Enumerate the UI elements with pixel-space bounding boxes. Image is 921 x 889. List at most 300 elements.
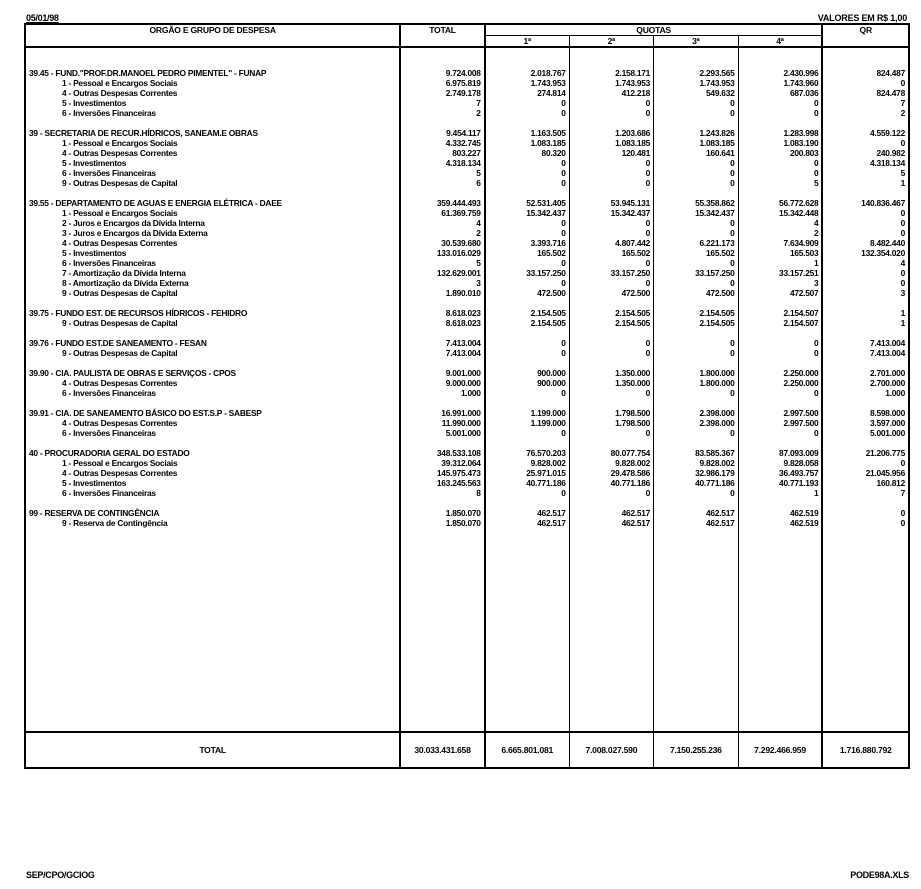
org-row-label: 39.75 - FUNDO EST. DE RECURSOS HÍDRICOS - FEHIDRO bbox=[25, 308, 400, 318]
quota-2-value: 1.083.185 bbox=[569, 138, 653, 148]
quota-1-value: 33.157.250 bbox=[485, 268, 569, 278]
total-value: 145.975.473 bbox=[400, 468, 484, 478]
spacer-cell bbox=[738, 118, 822, 128]
quota-2-value: 0 bbox=[569, 488, 653, 498]
quota-4-value: 4 bbox=[738, 218, 822, 228]
quota-4-value: 2.430.996 bbox=[738, 68, 822, 78]
spacer-cell bbox=[569, 47, 653, 58]
spacer-cell bbox=[25, 58, 400, 68]
spacer-cell bbox=[25, 528, 400, 732]
quota-4-value: 1.283.998 bbox=[738, 128, 822, 138]
spacer-row bbox=[25, 188, 909, 198]
total-value: 8.618.023 bbox=[400, 318, 484, 328]
expense-row-label: 5 - Investimentos bbox=[25, 98, 400, 108]
header-qr: QR bbox=[822, 24, 909, 47]
total-value: 39.312.064 bbox=[400, 458, 484, 468]
qr-value: 824.487 bbox=[822, 68, 909, 78]
quota-3-value: 2.293.565 bbox=[654, 68, 738, 78]
expense-row bbox=[25, 78, 909, 88]
expense-row-label: 6 - Inversões Financeiras bbox=[25, 428, 400, 438]
expense-row bbox=[25, 488, 909, 498]
header-quota-3: 3ª bbox=[654, 36, 738, 48]
spacer-cell bbox=[738, 328, 822, 338]
quota-1-value: 0 bbox=[485, 488, 569, 498]
quota-3-value: 0 bbox=[654, 278, 738, 288]
spacer-cell bbox=[569, 498, 653, 508]
quota-4-value: 1 bbox=[738, 258, 822, 268]
org-row-label: 40 - PROCURADORIA GERAL DO ESTADO bbox=[25, 448, 400, 458]
quota-2-value: 33.157.250 bbox=[569, 268, 653, 278]
quota-3-value: 472.500 bbox=[654, 288, 738, 298]
expense-row bbox=[25, 238, 909, 248]
spacer-cell bbox=[400, 358, 484, 368]
spacer-cell bbox=[400, 118, 484, 128]
grand-total-row-label: TOTAL bbox=[25, 732, 400, 768]
spacer-cell bbox=[400, 398, 484, 408]
total-value: 163.245.563 bbox=[400, 478, 484, 488]
quota-1-value: 1.743.953 bbox=[485, 78, 569, 88]
quota-4-value: 0 bbox=[738, 428, 822, 438]
quota-3-value: 33.157.250 bbox=[654, 268, 738, 278]
quota-3-value: 462.517 bbox=[654, 518, 738, 528]
quota-4-value: 2.250.000 bbox=[738, 378, 822, 388]
expense-row-label: 6 - Inversões Financeiras bbox=[25, 108, 400, 118]
quota-1-value: 1.199.000 bbox=[485, 418, 569, 428]
quota-3-value: 83.585.367 bbox=[654, 448, 738, 458]
qr-value: 2.701.000 bbox=[822, 368, 909, 378]
header-total: TOTAL bbox=[400, 24, 484, 47]
spacer-cell bbox=[822, 528, 909, 732]
spacer-cell bbox=[25, 47, 400, 58]
quota-1-value: 6.665.801.081 bbox=[485, 732, 569, 768]
org-row bbox=[25, 68, 909, 78]
quota-3-value: 32.986.179 bbox=[654, 468, 738, 478]
expense-row-label: 4 - Outras Despesas Correntes bbox=[25, 238, 400, 248]
quota-4-value: 0 bbox=[738, 168, 822, 178]
quota-2-value: 40.771.186 bbox=[569, 478, 653, 488]
quota-1-value: 15.342.437 bbox=[485, 208, 569, 218]
qr-value: 0 bbox=[822, 218, 909, 228]
spacer-row bbox=[25, 438, 909, 448]
quota-3-value: 0 bbox=[654, 158, 738, 168]
expense-row-label: 5 - Investimentos bbox=[25, 158, 400, 168]
quota-4-value: 687.036 bbox=[738, 88, 822, 98]
footer-filename: PODE98A.XLS bbox=[850, 870, 909, 880]
quota-3-value: 0 bbox=[654, 428, 738, 438]
total-value: 5 bbox=[400, 258, 484, 268]
spacer-row bbox=[25, 118, 909, 128]
quota-4-value: 2.154.507 bbox=[738, 318, 822, 328]
quota-3-value: 1.743.953 bbox=[654, 78, 738, 88]
quota-4-value: 2.997.500 bbox=[738, 408, 822, 418]
spacer-cell bbox=[738, 188, 822, 198]
expense-row-label: 1 - Pessoal e Encargos Sociais bbox=[25, 78, 400, 88]
qr-value: 7 bbox=[822, 98, 909, 108]
spacer-cell bbox=[400, 58, 484, 68]
quota-2-value: 0 bbox=[569, 258, 653, 268]
units-note: VALORES EM R$ 1,00 bbox=[817, 13, 907, 23]
total-value: 61.369.759 bbox=[400, 208, 484, 218]
expense-row bbox=[25, 258, 909, 268]
quota-4-value: 1 bbox=[738, 488, 822, 498]
quota-4-value: 15.342.448 bbox=[738, 208, 822, 218]
qr-value: 140.836.467 bbox=[822, 198, 909, 208]
quota-3-value: 55.358.862 bbox=[654, 198, 738, 208]
qr-value: 1 bbox=[822, 178, 909, 188]
spacer-cell bbox=[738, 498, 822, 508]
quota-1-value: 472.500 bbox=[485, 288, 569, 298]
total-value: 30.033.431.658 bbox=[400, 732, 484, 768]
expense-row bbox=[25, 318, 909, 328]
qr-value: 0 bbox=[822, 278, 909, 288]
quota-3-value: 0 bbox=[654, 178, 738, 188]
header-quota-1: 1ª bbox=[485, 36, 569, 48]
quota-4-value: 2 bbox=[738, 228, 822, 238]
org-row-label: 39.91 - CIA. DE SANEAMENTO BÁSICO DO EST.S.P - SABESP bbox=[25, 408, 400, 418]
expense-row-label: 6 - Inversões Financeiras bbox=[25, 488, 400, 498]
spacer-cell bbox=[738, 358, 822, 368]
quota-2-value: 0 bbox=[569, 338, 653, 348]
qr-value: 4.559.122 bbox=[822, 128, 909, 138]
qr-value: 21.206.775 bbox=[822, 448, 909, 458]
quota-2-value: 0 bbox=[569, 388, 653, 398]
quota-4-value: 1.743.960 bbox=[738, 78, 822, 88]
quota-3-value: 0 bbox=[654, 338, 738, 348]
quota-4-value: 40.771.193 bbox=[738, 478, 822, 488]
quota-1-value: 1.083.185 bbox=[485, 138, 569, 148]
qr-value: 7.413.004 bbox=[822, 348, 909, 358]
qr-value: 21.045.956 bbox=[822, 468, 909, 478]
expense-row-label: 8 - Amortização da Dívida Externa bbox=[25, 278, 400, 288]
org-row bbox=[25, 508, 909, 518]
spacer-row bbox=[25, 58, 909, 68]
total-value: 359.444.493 bbox=[400, 198, 484, 208]
quota-2-value: 1.350.000 bbox=[569, 378, 653, 388]
expense-row bbox=[25, 468, 909, 478]
spacer-cell bbox=[569, 298, 653, 308]
spacer-cell bbox=[400, 528, 484, 732]
quota-4-value: 7.634.909 bbox=[738, 238, 822, 248]
expense-row bbox=[25, 88, 909, 98]
org-row bbox=[25, 198, 909, 208]
spacer-cell bbox=[654, 398, 738, 408]
expense-row-label: 4 - Outras Despesas Correntes bbox=[25, 378, 400, 388]
quota-2-value: 0 bbox=[569, 158, 653, 168]
qr-value: 8.598.000 bbox=[822, 408, 909, 418]
quota-3-value: 2.398.000 bbox=[654, 418, 738, 428]
expense-row-label: 9 - Outras Despesas de Capital bbox=[25, 288, 400, 298]
expense-row bbox=[25, 348, 909, 358]
spacer-cell bbox=[822, 438, 909, 448]
spacer-cell bbox=[654, 358, 738, 368]
org-row-label: 99 - RESERVA DE CONTINGÊNCIA bbox=[25, 508, 400, 518]
quota-4-value: 2.250.000 bbox=[738, 368, 822, 378]
total-value: 9.724.008 bbox=[400, 68, 484, 78]
spacer-cell bbox=[822, 58, 909, 68]
spacer-row bbox=[25, 358, 909, 368]
expense-row bbox=[25, 218, 909, 228]
total-value: 4.332.745 bbox=[400, 138, 484, 148]
spacer-cell bbox=[654, 47, 738, 58]
spacer-cell bbox=[738, 58, 822, 68]
spacer-cell bbox=[25, 298, 400, 308]
spacer-cell bbox=[25, 498, 400, 508]
org-row-label: 39.45 - FUND."PROF.DR.MANOEL PEDRO PIMENTEL" - FUNAP bbox=[25, 68, 400, 78]
quota-2-value: 53.945.131 bbox=[569, 198, 653, 208]
total-value: 1.850.070 bbox=[400, 508, 484, 518]
org-row bbox=[25, 128, 909, 138]
spacer-cell bbox=[738, 438, 822, 448]
spacer-row bbox=[25, 298, 909, 308]
quota-1-value: 9.828.002 bbox=[485, 458, 569, 468]
qr-value: 5 bbox=[822, 168, 909, 178]
quota-1-value: 0 bbox=[485, 388, 569, 398]
quota-2-value: 0 bbox=[569, 178, 653, 188]
spacer-cell bbox=[738, 47, 822, 58]
spacer-cell bbox=[569, 118, 653, 128]
total-value: 3 bbox=[400, 278, 484, 288]
org-row-label: 39.76 - FUNDO EST.DE SANEAMENTO - FESAN bbox=[25, 338, 400, 348]
quota-2-value: 1.203.686 bbox=[569, 128, 653, 138]
qr-value: 7 bbox=[822, 488, 909, 498]
quota-2-value: 472.500 bbox=[569, 288, 653, 298]
quota-1-value: 1.199.000 bbox=[485, 408, 569, 418]
spacer-cell bbox=[400, 188, 484, 198]
quota-2-value: 1.798.500 bbox=[569, 418, 653, 428]
spacer-row bbox=[25, 498, 909, 508]
qr-value: 1.000 bbox=[822, 388, 909, 398]
spacer-cell bbox=[485, 398, 569, 408]
quota-3-value: 2.398.000 bbox=[654, 408, 738, 418]
quota-1-value: 52.531.405 bbox=[485, 198, 569, 208]
spacer-cell bbox=[654, 328, 738, 338]
spacer-row bbox=[25, 47, 909, 58]
quota-1-value: 0 bbox=[485, 338, 569, 348]
spacer-cell bbox=[654, 438, 738, 448]
quota-2-value: 1.350.000 bbox=[569, 368, 653, 378]
spacer-cell bbox=[654, 528, 738, 732]
org-row bbox=[25, 338, 909, 348]
qr-value: 4 bbox=[822, 258, 909, 268]
qr-value: 0 bbox=[822, 208, 909, 218]
spacer-cell bbox=[485, 58, 569, 68]
quota-3-value: 0 bbox=[654, 348, 738, 358]
quota-1-value: 0 bbox=[485, 258, 569, 268]
quota-1-value: 2.154.505 bbox=[485, 318, 569, 328]
qr-value: 824.478 bbox=[822, 88, 909, 98]
quota-1-value: 900.000 bbox=[485, 378, 569, 388]
quota-1-value: 40.771.186 bbox=[485, 478, 569, 488]
quota-1-value: 165.502 bbox=[485, 248, 569, 258]
spacer-cell bbox=[822, 188, 909, 198]
spacer-cell bbox=[25, 398, 400, 408]
total-value: 9.454.117 bbox=[400, 128, 484, 138]
quota-1-value: 0 bbox=[485, 98, 569, 108]
quota-3-value: 0 bbox=[654, 388, 738, 398]
total-value: 133.016.029 bbox=[400, 248, 484, 258]
qr-value: 0 bbox=[822, 138, 909, 148]
spacer-cell bbox=[654, 298, 738, 308]
expense-row bbox=[25, 228, 909, 238]
quota-3-value: 6.221.173 bbox=[654, 238, 738, 248]
total-value: 9.001.000 bbox=[400, 368, 484, 378]
quota-1-value: 0 bbox=[485, 428, 569, 438]
expense-row bbox=[25, 478, 909, 488]
qr-value: 1.716.880.792 bbox=[822, 732, 909, 768]
quota-1-value: 2.154.505 bbox=[485, 308, 569, 318]
budget-table bbox=[24, 23, 910, 769]
spacer-cell bbox=[822, 47, 909, 58]
quota-2-value: 2.154.505 bbox=[569, 308, 653, 318]
expense-row bbox=[25, 388, 909, 398]
quota-3-value: 2.154.505 bbox=[654, 318, 738, 328]
spacer-cell bbox=[25, 118, 400, 128]
total-value: 348.533.108 bbox=[400, 448, 484, 458]
spacer-cell bbox=[822, 328, 909, 338]
quota-4-value: 0 bbox=[738, 348, 822, 358]
quota-4-value: 165.503 bbox=[738, 248, 822, 258]
total-value: 2.749.178 bbox=[400, 88, 484, 98]
total-value: 7.413.004 bbox=[400, 348, 484, 358]
quota-1-value: 462.517 bbox=[485, 518, 569, 528]
expense-row bbox=[25, 248, 909, 258]
expense-row-label: 2 - Juros e Encargos da Dívida Interna bbox=[25, 218, 400, 228]
quota-3-value: 7.150.255.236 bbox=[654, 732, 738, 768]
quota-2-value: 0 bbox=[569, 98, 653, 108]
quota-2-value: 0 bbox=[569, 228, 653, 238]
quota-4-value: 9.828.058 bbox=[738, 458, 822, 468]
quota-1-value: 0 bbox=[485, 218, 569, 228]
total-value: 132.629.001 bbox=[400, 268, 484, 278]
quota-3-value: 2.154.505 bbox=[654, 308, 738, 318]
expense-row-label: 6 - Inversões Financeiras bbox=[25, 388, 400, 398]
quota-3-value: 0 bbox=[654, 488, 738, 498]
quota-1-value: 0 bbox=[485, 348, 569, 358]
quota-2-value: 2.154.505 bbox=[569, 318, 653, 328]
expense-row bbox=[25, 518, 909, 528]
quota-3-value: 15.342.437 bbox=[654, 208, 738, 218]
quota-4-value: 0 bbox=[738, 98, 822, 108]
spacer-cell bbox=[485, 47, 569, 58]
quota-4-value: 0 bbox=[738, 338, 822, 348]
expense-row bbox=[25, 268, 909, 278]
spacer-cell bbox=[569, 188, 653, 198]
org-row-label: 39.55 - DEPARTAMENTO DE AGUAS E ENERGIA ELÉTRICA - DAEE bbox=[25, 198, 400, 208]
spacer-cell bbox=[400, 498, 484, 508]
total-value: 2 bbox=[400, 228, 484, 238]
spacer-cell bbox=[654, 188, 738, 198]
quota-3-value: 40.771.186 bbox=[654, 478, 738, 488]
spacer-cell bbox=[822, 118, 909, 128]
total-value: 6 bbox=[400, 178, 484, 188]
quota-1-value: 25.971.015 bbox=[485, 468, 569, 478]
qr-value: 0 bbox=[822, 268, 909, 278]
expense-row-label: 1 - Pessoal e Encargos Sociais bbox=[25, 208, 400, 218]
qr-value: 0 bbox=[822, 78, 909, 88]
expense-row bbox=[25, 178, 909, 188]
quota-3-value: 0 bbox=[654, 258, 738, 268]
spacer-cell bbox=[485, 118, 569, 128]
qr-value: 5.001.000 bbox=[822, 428, 909, 438]
qr-value: 0 bbox=[822, 518, 909, 528]
quota-2-value: 7.008.027.590 bbox=[569, 732, 653, 768]
spacer-cell bbox=[25, 358, 400, 368]
quota-1-value: 462.517 bbox=[485, 508, 569, 518]
header-description: ORGÃO E GRUPO DE DESPESA bbox=[25, 24, 400, 47]
quota-4-value: 33.157.251 bbox=[738, 268, 822, 278]
header-quotas: QUOTAS bbox=[485, 24, 823, 36]
qr-value: 3 bbox=[822, 288, 909, 298]
spacer-cell bbox=[738, 528, 822, 732]
org-row bbox=[25, 448, 909, 458]
quota-3-value: 165.502 bbox=[654, 248, 738, 258]
spacer-cell bbox=[400, 328, 484, 338]
expense-row bbox=[25, 378, 909, 388]
expense-row bbox=[25, 418, 909, 428]
expense-row-label: 9 - Reserva de Contingência bbox=[25, 518, 400, 528]
quota-4-value: 56.772.628 bbox=[738, 198, 822, 208]
spacer-cell bbox=[485, 188, 569, 198]
quota-3-value: 462.517 bbox=[654, 508, 738, 518]
quota-2-value: 0 bbox=[569, 428, 653, 438]
quota-4-value: 462.519 bbox=[738, 508, 822, 518]
qr-value: 160.812 bbox=[822, 478, 909, 488]
quota-4-value: 87.093.009 bbox=[738, 448, 822, 458]
quota-4-value: 0 bbox=[738, 108, 822, 118]
quota-2-value: 165.502 bbox=[569, 248, 653, 258]
quota-3-value: 0 bbox=[654, 98, 738, 108]
spacer-cell bbox=[400, 47, 484, 58]
footer-department: SEP/CPO/GCIOG bbox=[26, 870, 95, 880]
expense-row-label: 7 - Amortização da Dívida Interna bbox=[25, 268, 400, 278]
expense-row-label: 6 - Inversões Financeiras bbox=[25, 258, 400, 268]
total-value: 7 bbox=[400, 98, 484, 108]
quota-3-value: 1.083.185 bbox=[654, 138, 738, 148]
expense-row bbox=[25, 278, 909, 288]
spacer-cell bbox=[569, 438, 653, 448]
quota-3-value: 1.800.000 bbox=[654, 368, 738, 378]
quota-3-value: 1.243.826 bbox=[654, 128, 738, 138]
header-quota-2: 2ª bbox=[569, 36, 653, 48]
quota-4-value: 5 bbox=[738, 178, 822, 188]
spacer-cell bbox=[654, 118, 738, 128]
spacer-cell bbox=[654, 58, 738, 68]
expense-row-label: 1 - Pessoal e Encargos Sociais bbox=[25, 138, 400, 148]
expense-row bbox=[25, 458, 909, 468]
qr-value: 0 bbox=[822, 228, 909, 238]
spacer-row bbox=[25, 398, 909, 408]
spacer-row bbox=[25, 328, 909, 338]
quota-2-value: 0 bbox=[569, 348, 653, 358]
quota-2-value: 4.807.442 bbox=[569, 238, 653, 248]
expense-row bbox=[25, 428, 909, 438]
quota-3-value: 1.800.000 bbox=[654, 378, 738, 388]
qr-value: 8.482.440 bbox=[822, 238, 909, 248]
spacer-cell bbox=[654, 498, 738, 508]
expense-row-label: 9 - Outras Despesas de Capital bbox=[25, 318, 400, 328]
expense-row-label: 4 - Outras Despesas Correntes bbox=[25, 88, 400, 98]
spacer-cell bbox=[569, 398, 653, 408]
spacer-cell bbox=[822, 358, 909, 368]
quota-1-value: 0 bbox=[485, 158, 569, 168]
qr-value: 240.982 bbox=[822, 148, 909, 158]
org-row bbox=[25, 308, 909, 318]
org-row bbox=[25, 408, 909, 418]
quota-1-value: 1.163.505 bbox=[485, 128, 569, 138]
org-row bbox=[25, 368, 909, 378]
quota-3-value: 0 bbox=[654, 228, 738, 238]
expense-row-label: 5 - Investimentos bbox=[25, 478, 400, 488]
